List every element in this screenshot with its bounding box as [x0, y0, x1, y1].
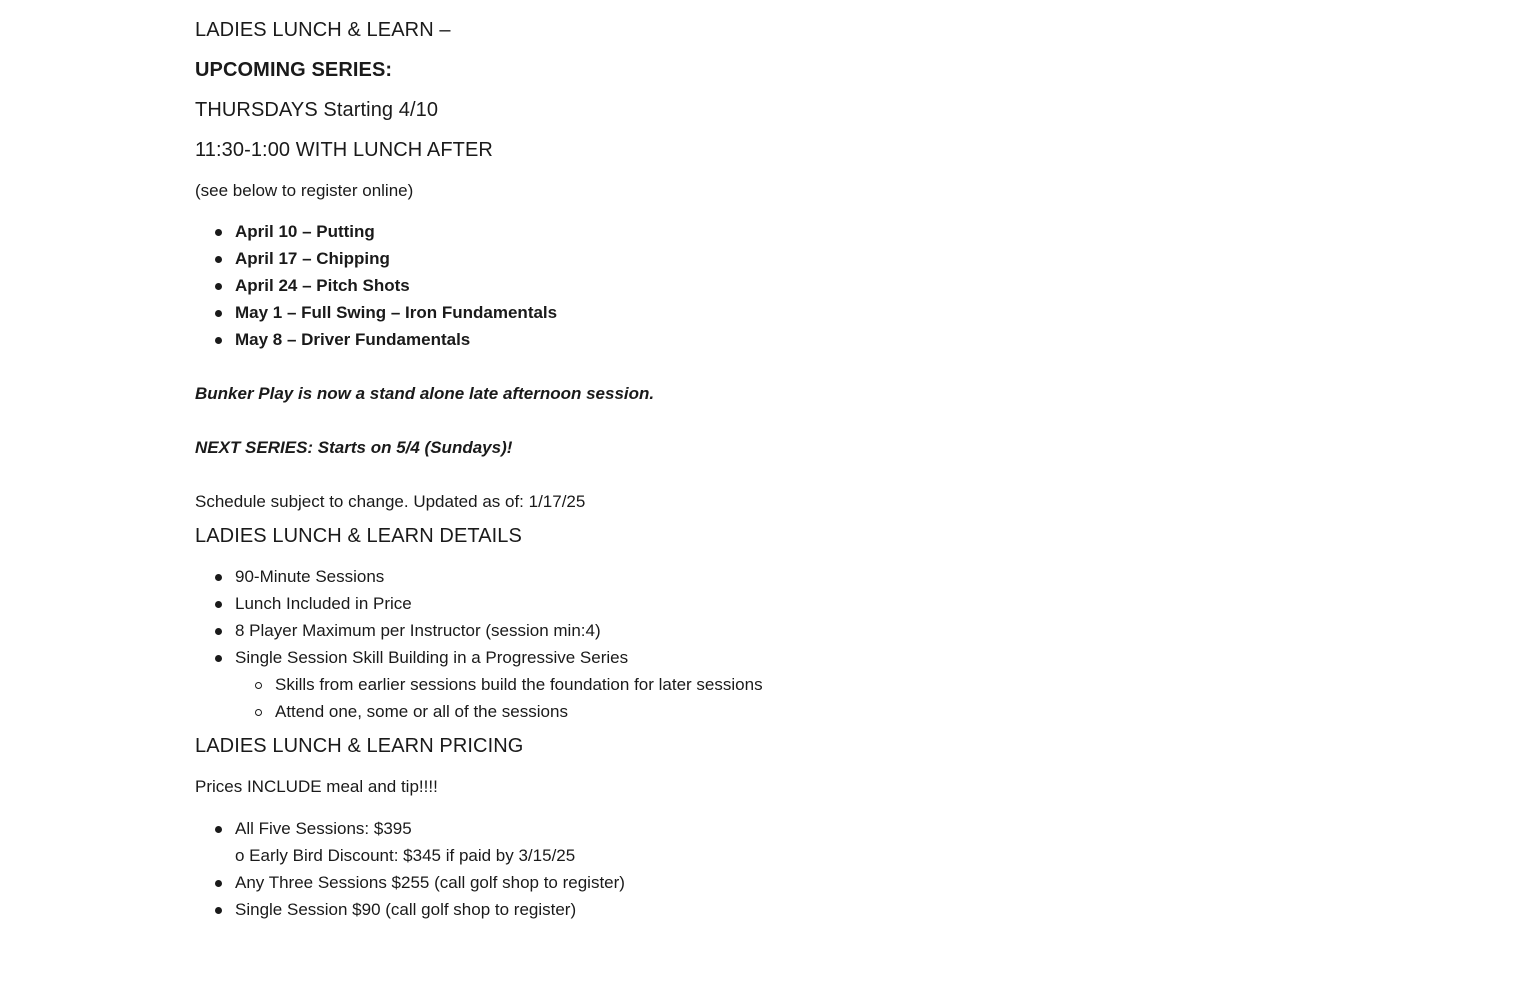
pricing-item: Single Session $90 (call golf shop to register): [235, 900, 577, 919]
bullet-icon: [215, 880, 222, 887]
bullet-icon: [215, 283, 222, 290]
details-sub-item: Attend one, some or all of the sessions: [275, 702, 568, 721]
details-item: 8 Player Maximum per Instructor (session min:4): [235, 621, 601, 640]
circle-bullet-icon: [255, 682, 262, 689]
list-item: [195, 272, 557, 299]
circle-bullet-icon: [255, 709, 262, 716]
pricing-item: o Early Bird Discount: $345 if paid by 3/15/25: [235, 846, 576, 865]
list-item: [195, 326, 557, 353]
details-item: Lunch Included in Price: [235, 594, 412, 613]
details-item: 90-Minute Sessions: [235, 567, 385, 586]
list-item: [195, 698, 763, 725]
page-title: LADIES LUNCH & LEARN –: [195, 19, 451, 41]
series-label: UPCOMING SERIES:: [195, 59, 393, 81]
details-item: Single Session Skill Building in a Progressive Series: [235, 648, 629, 667]
schedule-update-note: Schedule subject to change. Updated as of: 1/17/25: [195, 492, 586, 511]
list-item: [195, 815, 625, 842]
pricing-list: [195, 815, 625, 923]
register-note: (see below to register online): [195, 181, 414, 200]
bullet-icon: [215, 655, 222, 662]
bullet-icon: [215, 628, 222, 635]
list-item: [195, 842, 625, 869]
list-item: [195, 869, 625, 896]
details-sub-item: Skills from earlier sessions build the foundation for later sessions: [275, 675, 763, 694]
list-item: [195, 896, 625, 923]
list-item: [195, 617, 763, 644]
bullet-icon: [215, 337, 222, 344]
bunker-note: Bunker Play is now a stand alone late afternoon session.: [195, 384, 655, 403]
bullet-icon: [215, 310, 222, 317]
time-line: 11:30-1:00 WITH LUNCH AFTER: [195, 139, 493, 161]
list-item: [195, 563, 763, 590]
bullet-icon: [215, 229, 222, 236]
pricing-heading: LADIES LUNCH & LEARN PRICING: [195, 735, 524, 757]
next-series-note: NEXT SERIES: Starts on 5/4 (Sundays)!: [195, 438, 513, 457]
bullet-icon: [215, 826, 222, 833]
pricing-item: All Five Sessions: $395: [235, 819, 412, 838]
pricing-item: Any Three Sessions $255 (call golf shop to register): [235, 873, 625, 892]
bullet-icon: [215, 907, 222, 914]
day-line: THURSDAYS Starting 4/10: [195, 99, 439, 121]
details-list: [195, 563, 763, 725]
list-item: [195, 671, 763, 698]
bullet-icon: [215, 256, 222, 263]
bullet-icon: [215, 601, 222, 608]
pricing-note: Prices INCLUDE meal and tip!!!!: [195, 777, 438, 796]
schedule-item: April 17 – Chipping: [235, 249, 390, 268]
schedule-list: [195, 218, 557, 353]
schedule-item: May 1 – Full Swing – Iron Fundamentals: [235, 303, 558, 322]
list-item: [195, 644, 763, 671]
schedule-item: April 24 – Pitch Shots: [235, 276, 410, 295]
list-item: [195, 590, 763, 617]
bullet-icon: [215, 574, 222, 581]
schedule-item: May 8 – Driver Fundamentals: [235, 330, 471, 349]
list-item: [195, 245, 557, 272]
schedule-item: April 10 – Putting: [235, 222, 375, 241]
list-item: [195, 218, 557, 245]
details-heading: LADIES LUNCH & LEARN DETAILS: [195, 525, 522, 547]
list-item: [195, 299, 557, 326]
